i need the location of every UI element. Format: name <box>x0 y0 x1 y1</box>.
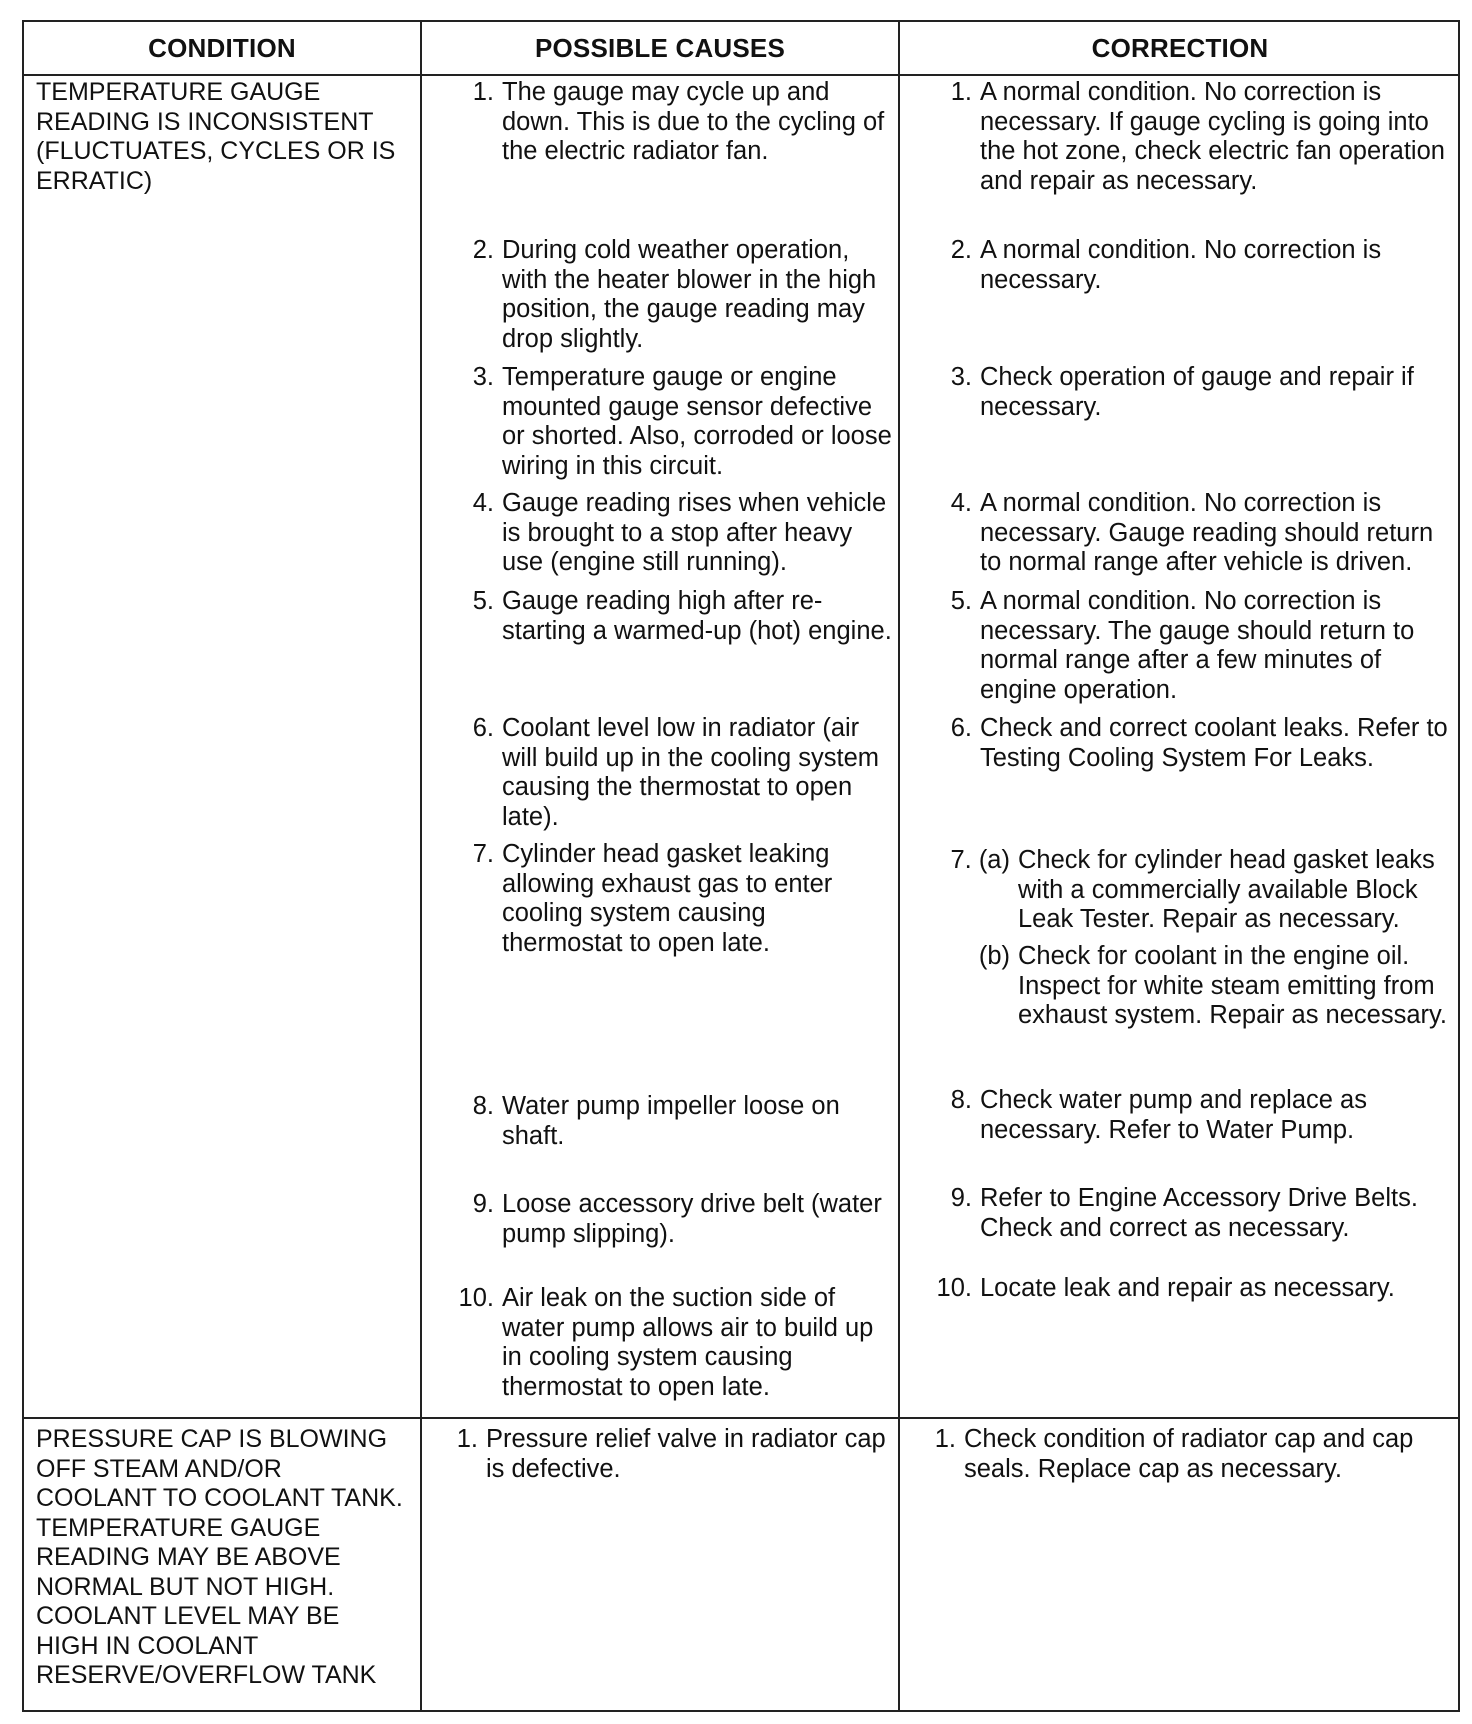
condition-cell: TEMPERATURE GAUGE READING IS INCONSISTENT (FLUCTUATES, CYCLES OR IS ERRATIC) <box>36 78 396 195</box>
correction-text: Check condition of radiator cap and cap seals. Replace cap as necessary. <box>964 1425 1414 1483</box>
cause-text: Gauge reading high after re-starting a warmed-up (hot) engine. <box>502 587 892 645</box>
cause-text: Pressure relief valve in radiator cap is defective. <box>486 1425 886 1483</box>
cause-number: 10. <box>458 1284 494 1312</box>
correction-text: A normal condition. No correction is necessary. <box>980 236 1382 294</box>
diagnosis-table <box>22 20 1460 1712</box>
correction-number: 8. <box>950 1086 972 1114</box>
header-condition: CONDITION <box>148 32 296 63</box>
cause-number: 8. <box>472 1092 494 1120</box>
cause-text: Temperature gauge or engine mounted gauge sensor defective or shorted. Also, corroded or loose wiring in this circuit. <box>502 363 892 480</box>
header-correction: CORRECTION <box>1091 32 1269 63</box>
cause-number: 3. <box>472 363 494 391</box>
correction-number: 1. <box>934 1425 956 1453</box>
cause-item <box>422 78 898 228</box>
cause-text: Loose accessory drive belt (water pump slipping). <box>502 1190 882 1248</box>
correction-number: 4. <box>950 489 972 517</box>
cause-number: 6. <box>472 714 494 742</box>
correction-number: 6. <box>950 714 972 742</box>
correction-text: A normal condition. No correction is necessary. The gauge should return to normal range after a few minutes of engine operation. <box>980 587 1415 704</box>
correction-number: (b) <box>978 942 1010 970</box>
condition-cell: PRESSURE CAP IS BLOWING OFF STEAM AND/OR COOLANT TO COOLANT TANK. TEMPERATURE GAUGE READING MAY BE ABOVE NORMAL BUT NOT HIGH. COOLANT LEVEL MAY BE HIGH IN COOLANT RESERVE/OVERFLOW TANK <box>36 1425 403 1689</box>
correction-text: Check for cylinder head gasket leaks with a commercially available Block Leak Tester. Repair as necessary. <box>1018 846 1435 933</box>
correction-number: 10. <box>936 1274 972 1302</box>
cause-number: 1. <box>472 78 494 106</box>
cause-text: Gauge reading rises when vehicle is brought to a stop after heavy use (engine still running). <box>502 489 887 576</box>
correction-text: Check and correct coolant leaks. Refer to Testing Cooling System For Leaks. <box>980 714 1448 772</box>
correction-text: Locate leak and repair as necessary. <box>980 1274 1395 1302</box>
header-possible-causes: POSSIBLE CAUSES <box>534 32 786 63</box>
correction-number: 5. <box>950 587 972 615</box>
correction-text: A normal condition. No correction is necessary. If gauge cycling is going into the hot zone, check electric fan operation and repair as necessary. <box>980 78 1445 195</box>
header-divider <box>24 74 1458 76</box>
correction-number: 3. <box>950 363 972 391</box>
cause-text: The gauge may cycle up and down. This is due to the cycling of the electric radiator fan. <box>502 78 885 165</box>
correction-number: 9. <box>950 1184 972 1212</box>
row-divider <box>24 1417 1458 1419</box>
correction-text: Check water pump and replace as necessary. Refer to Water Pump. <box>980 1086 1367 1144</box>
cause-text: Water pump impeller loose on shaft. <box>502 1092 840 1150</box>
correction-text: Check operation of gauge and repair if necessary. <box>980 363 1414 421</box>
cause-number: 7. <box>472 840 494 868</box>
correction-number: 1. <box>950 78 972 106</box>
cause-text: Cylinder head gasket leaking allowing exhaust gas to enter cooling system causing thermostat to open late. <box>502 840 833 957</box>
cause-number: 9. <box>472 1190 494 1218</box>
cause-number: 2. <box>472 236 494 264</box>
correction-text: Check for coolant in the engine oil. Inspect for white steam emitting from exhaust system. Repair as necessary. <box>1018 942 1447 1029</box>
correction-number: 7. (a) <box>950 846 1010 874</box>
cause-number: 4. <box>472 489 494 517</box>
correction-number: 2. <box>950 236 972 264</box>
cause-text: Air leak on the suction side of water pump allows air to build up in cooling system causing thermostat to open late. <box>502 1284 874 1401</box>
correction-text: A normal condition. No correction is necessary. Gauge reading should return to normal range after vehicle is driven. <box>980 489 1434 576</box>
cause-number: 1. <box>456 1425 478 1453</box>
correction-text: Refer to Engine Accessory Drive Belts. Check and correct as necessary. <box>980 1184 1418 1242</box>
cause-number: 5. <box>472 587 494 615</box>
cause-text: Coolant level low in radiator (air will build up in the cooling system causing the thermostat to open late). <box>502 714 880 831</box>
cause-text: During cold weather operation, with the heater blower in the high position, the gauge reading may drop slightly. <box>502 236 877 353</box>
